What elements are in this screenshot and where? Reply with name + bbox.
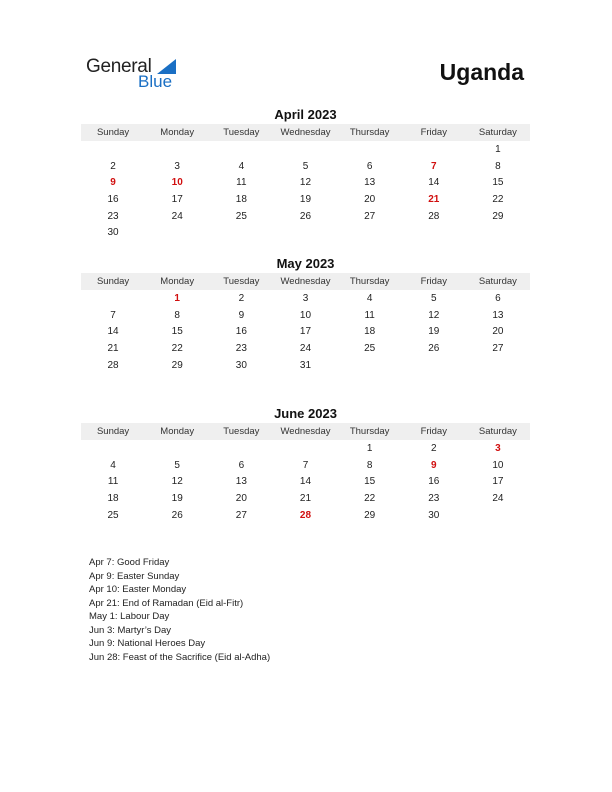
day-cell: 19 xyxy=(171,492,183,504)
day-cell: 2 xyxy=(430,442,437,454)
day-cell: 24 xyxy=(171,210,183,222)
day-cell: 15 xyxy=(492,177,504,189)
holiday-item: May 1: Labour Day xyxy=(89,611,170,622)
day-cell: 28 xyxy=(428,210,440,222)
month-title: April 2023 xyxy=(274,107,337,122)
day-cell: 29 xyxy=(364,509,376,521)
week-row xyxy=(81,224,530,241)
week-row xyxy=(81,141,530,158)
day-cell: 14 xyxy=(299,476,312,488)
day-cell: 18 xyxy=(364,326,376,338)
day-cell: 11 xyxy=(236,177,247,189)
month-april xyxy=(81,106,530,241)
weekday-header: Saturday xyxy=(478,426,517,437)
weekday-header: Monday xyxy=(160,276,195,287)
weekday-header: Saturday xyxy=(478,127,517,138)
weekday-header: Tuesday xyxy=(223,127,260,138)
holiday-day-cell: 1 xyxy=(174,292,180,304)
weekday-header: Sunday xyxy=(96,276,130,287)
weekday-header: Wednesday xyxy=(280,426,331,437)
day-cell: 22 xyxy=(171,342,183,354)
weekday-header: Wednesday xyxy=(280,127,331,138)
day-cell: 2 xyxy=(110,160,116,172)
day-cell: 22 xyxy=(492,193,504,205)
day-cell: 8 xyxy=(495,160,501,172)
week-row xyxy=(81,357,530,374)
month-title: June 2023 xyxy=(274,406,337,421)
weekday-header: Friday xyxy=(420,276,447,287)
day-cell: 21 xyxy=(299,492,312,504)
logo-general-text: General xyxy=(86,56,152,77)
weekday-header-row xyxy=(81,124,530,141)
holiday-day-cell: 9 xyxy=(430,459,437,471)
day-cell: 14 xyxy=(428,177,440,189)
day-cell: 7 xyxy=(110,309,116,321)
day-cell: 12 xyxy=(299,177,312,189)
day-cell: 30 xyxy=(428,509,440,521)
day-cell: 20 xyxy=(364,193,376,205)
week-row xyxy=(81,191,530,208)
day-cell: 11 xyxy=(364,309,375,321)
day-cell: 17 xyxy=(492,476,504,488)
day-cell: 19 xyxy=(428,326,440,338)
week-row xyxy=(81,208,530,225)
day-cell: 2 xyxy=(238,292,245,304)
weekday-header: Tuesday xyxy=(223,426,260,437)
week-row xyxy=(81,473,530,490)
holiday-day-cell: 7 xyxy=(430,160,437,172)
day-cell: 5 xyxy=(302,160,309,172)
day-cell: 13 xyxy=(235,476,247,488)
day-cell: 17 xyxy=(171,193,183,205)
weekday-header: Sunday xyxy=(96,127,130,138)
weekday-header: Saturday xyxy=(478,276,517,287)
holiday-item: Apr 21: End of Ramadan (Eid al-Fitr) xyxy=(89,597,244,609)
day-cell: 20 xyxy=(235,492,247,504)
day-cell: 16 xyxy=(107,193,119,205)
holiday-day-cell: 21 xyxy=(428,193,440,205)
day-cell: 30 xyxy=(235,359,247,371)
day-cell: 23 xyxy=(428,492,440,504)
week-row xyxy=(81,307,530,324)
day-cell: 16 xyxy=(235,326,247,338)
day-cell: 17 xyxy=(299,326,312,338)
holiday-item: Apr 9: Easter Sunday xyxy=(89,570,180,582)
weekday-header: Wednesday xyxy=(280,276,331,287)
day-cell: 25 xyxy=(364,342,376,354)
weekday-header-row xyxy=(81,273,530,290)
day-cell: 1 xyxy=(366,442,373,454)
day-cell: 26 xyxy=(299,210,312,222)
holiday-item: Apr 7: Good Friday xyxy=(89,557,170,568)
weekday-header: Friday xyxy=(420,127,447,138)
day-cell: 11 xyxy=(107,476,119,488)
holiday-item: Jun 3: Martyr’s Day xyxy=(89,624,172,636)
country-title: Uganda xyxy=(439,59,524,85)
day-cell: 18 xyxy=(235,193,247,205)
weekday-header: Thursday xyxy=(349,426,390,437)
day-cell: 5 xyxy=(430,292,437,304)
holiday-item: Apr 10: Easter Monday xyxy=(89,584,187,595)
day-cell: 27 xyxy=(364,210,376,222)
week-row xyxy=(81,290,530,307)
month-may xyxy=(81,255,530,373)
holiday-list xyxy=(89,556,270,664)
day-cell: 9 xyxy=(238,309,245,321)
week-row xyxy=(81,490,530,507)
day-cell: 16 xyxy=(428,476,440,488)
day-cell: 6 xyxy=(495,292,501,304)
day-cell: 4 xyxy=(366,292,373,304)
day-cell: 20 xyxy=(492,326,504,338)
weekday-header: Thursday xyxy=(349,276,390,287)
holiday-item: Jun 9: National Heroes Day xyxy=(89,638,206,649)
day-cell: 28 xyxy=(107,359,119,371)
weekday-header: Sunday xyxy=(96,426,130,437)
day-cell: 29 xyxy=(492,210,504,222)
day-cell: 26 xyxy=(171,509,183,521)
day-cell: 19 xyxy=(299,193,312,205)
day-cell: 6 xyxy=(366,160,373,172)
day-cell: 10 xyxy=(299,309,312,321)
weekday-header: Monday xyxy=(160,127,195,138)
day-cell: 4 xyxy=(110,459,116,471)
week-row xyxy=(81,323,530,340)
month-june xyxy=(81,405,530,523)
week-row xyxy=(81,158,530,175)
day-cell: 31 xyxy=(299,359,312,371)
holiday-day-cell: 10 xyxy=(171,177,183,189)
day-cell: 21 xyxy=(107,342,119,354)
day-cell: 4 xyxy=(238,160,245,172)
day-cell: 25 xyxy=(107,509,119,521)
holiday-day-cell: 3 xyxy=(495,442,501,454)
day-cell: 23 xyxy=(107,210,119,222)
day-cell: 27 xyxy=(235,509,247,521)
day-cell: 14 xyxy=(107,326,119,338)
weekday-header: Thursday xyxy=(349,127,390,138)
day-cell: 10 xyxy=(492,459,504,471)
day-cell: 3 xyxy=(174,160,180,172)
holiday-day-cell: 9 xyxy=(110,177,116,189)
weekday-header-row xyxy=(81,423,530,440)
week-row xyxy=(81,440,530,457)
day-cell: 26 xyxy=(428,342,440,354)
weekday-header: Tuesday xyxy=(223,276,260,287)
weekday-header: Monday xyxy=(160,426,195,437)
day-cell: 5 xyxy=(174,459,180,471)
day-cell: 18 xyxy=(107,492,119,504)
day-cell: 13 xyxy=(364,177,376,189)
week-row xyxy=(81,340,530,357)
day-cell: 15 xyxy=(364,476,376,488)
week-row xyxy=(81,174,530,191)
day-cell: 3 xyxy=(302,292,309,304)
day-cell: 29 xyxy=(171,359,183,371)
day-cell: 15 xyxy=(171,326,183,338)
logo-blue-text: Blue xyxy=(138,72,173,91)
day-cell: 8 xyxy=(174,309,180,321)
day-cell: 13 xyxy=(492,309,504,321)
day-cell: 24 xyxy=(299,342,312,354)
day-cell: 30 xyxy=(107,227,119,239)
month-title: May 2023 xyxy=(276,256,335,271)
day-cell: 6 xyxy=(238,459,245,471)
day-cell: 7 xyxy=(302,459,309,471)
week-row xyxy=(81,507,530,524)
day-cell: 12 xyxy=(171,476,183,488)
day-cell: 24 xyxy=(492,492,504,504)
weekday-header: Friday xyxy=(420,426,447,437)
holiday-item: Jun 28: Feast of the Sacrifice (Eid al-Adha) xyxy=(89,651,271,663)
generalblue-logo xyxy=(86,56,186,92)
day-cell: 8 xyxy=(366,459,373,471)
day-cell: 1 xyxy=(495,143,501,155)
day-cell: 25 xyxy=(235,210,247,222)
week-row xyxy=(81,457,530,474)
holiday-day-cell: 28 xyxy=(299,509,312,521)
day-cell: 12 xyxy=(428,309,440,321)
day-cell: 22 xyxy=(364,492,376,504)
day-cell: 27 xyxy=(492,342,504,354)
day-cell: 23 xyxy=(235,342,247,354)
